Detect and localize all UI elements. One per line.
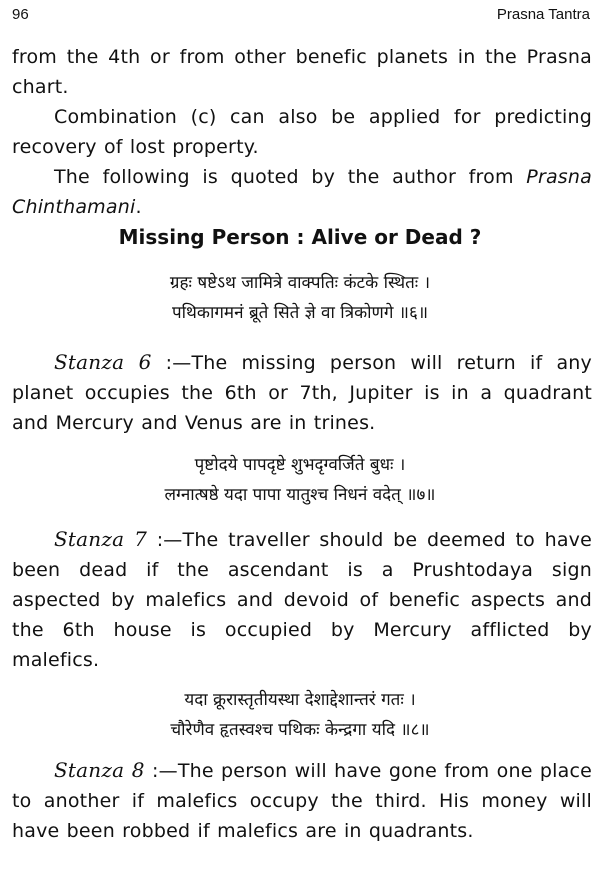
- running-head: [12, 4, 590, 26]
- sanskrit-verse-7: [0, 450, 600, 510]
- stanza-6-paragraph: [12, 347, 592, 438]
- verse-7-line-2: लग्नात्षष्ठे यदा पापा यातुश्च निधनं वदेत् ॥७॥: [164, 485, 436, 505]
- verse-8-line-2: चौरेणैव हृतस्वश्च पथिकः केन्द्रगा यदि ॥८॥: [170, 720, 430, 740]
- page-number: 96: [12, 6, 29, 23]
- intro-paragraph-3-lead: The following is quoted by the author from: [54, 166, 527, 188]
- source-title: Prasna Chinthamani: [12, 166, 592, 218]
- intro-paragraph-3: [12, 162, 592, 222]
- stanza-6-block: [12, 347, 592, 438]
- verse-6-line-1: ग्रहः षष्टेऽथ जामित्रे वाक्पतिः कंटके स्थितः ।: [169, 273, 431, 293]
- sanskrit-verse-6: [0, 268, 600, 328]
- intro-paragraph-1: from the 4th or from other benefic planets in the Prasna chart.: [12, 46, 592, 98]
- stanza-7-paragraph: [12, 524, 592, 675]
- verse-8-line-1: यदा क्रूरास्तृतीयस्था देशाद्देशान्तरं गतः ।: [184, 690, 416, 710]
- verse-7-line-1: पृष्टोदये पापदृष्टे शुभदृग्वर्जिते बुधः ।: [194, 455, 406, 475]
- stanza-8-text: :—The person will have gone from one place to another if malefics occupy the third. His money will have been robbed if malefics are in quadrants.: [12, 760, 592, 842]
- running-title: Prasna Tantra: [496, 6, 590, 23]
- sanskrit-verse-8: [0, 685, 600, 745]
- intro-paragraph-3-end: .: [135, 196, 142, 218]
- verse-6-line-2: पथिकागमनं ब्रूते सिते ज्ञे वा त्रिकोणगे ॥६॥: [171, 303, 429, 323]
- intro-block: [12, 42, 592, 222]
- intro-paragraph-2: Combination (c) can also be applied for predicting recovery of lost property.: [12, 106, 592, 158]
- section-heading: Missing Person : Alive or Dead ?: [118, 225, 482, 249]
- stanza-8-label: Stanza 8: [54, 758, 145, 782]
- stanza-8-block: [12, 755, 592, 846]
- stanza-7-text: :—The traveller should be deemed to have been dead if the ascendant is a Prushtodaya sign aspected by malefics and devoid of benefic aspects and the 6th house is occupied by Mercury afflicted by malefics.: [12, 529, 592, 671]
- stanza-6-label: Stanza 6: [54, 350, 152, 374]
- stanza-7-block: [12, 524, 592, 675]
- stanza-6-text: :—The missing person will return if any planet occupies the 6th or 7th, Jupiter is in a quadrant and Mercury and Venus are in trines.: [12, 352, 592, 434]
- stanza-8-paragraph: [12, 755, 592, 846]
- stanza-7-label: Stanza 7: [54, 527, 148, 551]
